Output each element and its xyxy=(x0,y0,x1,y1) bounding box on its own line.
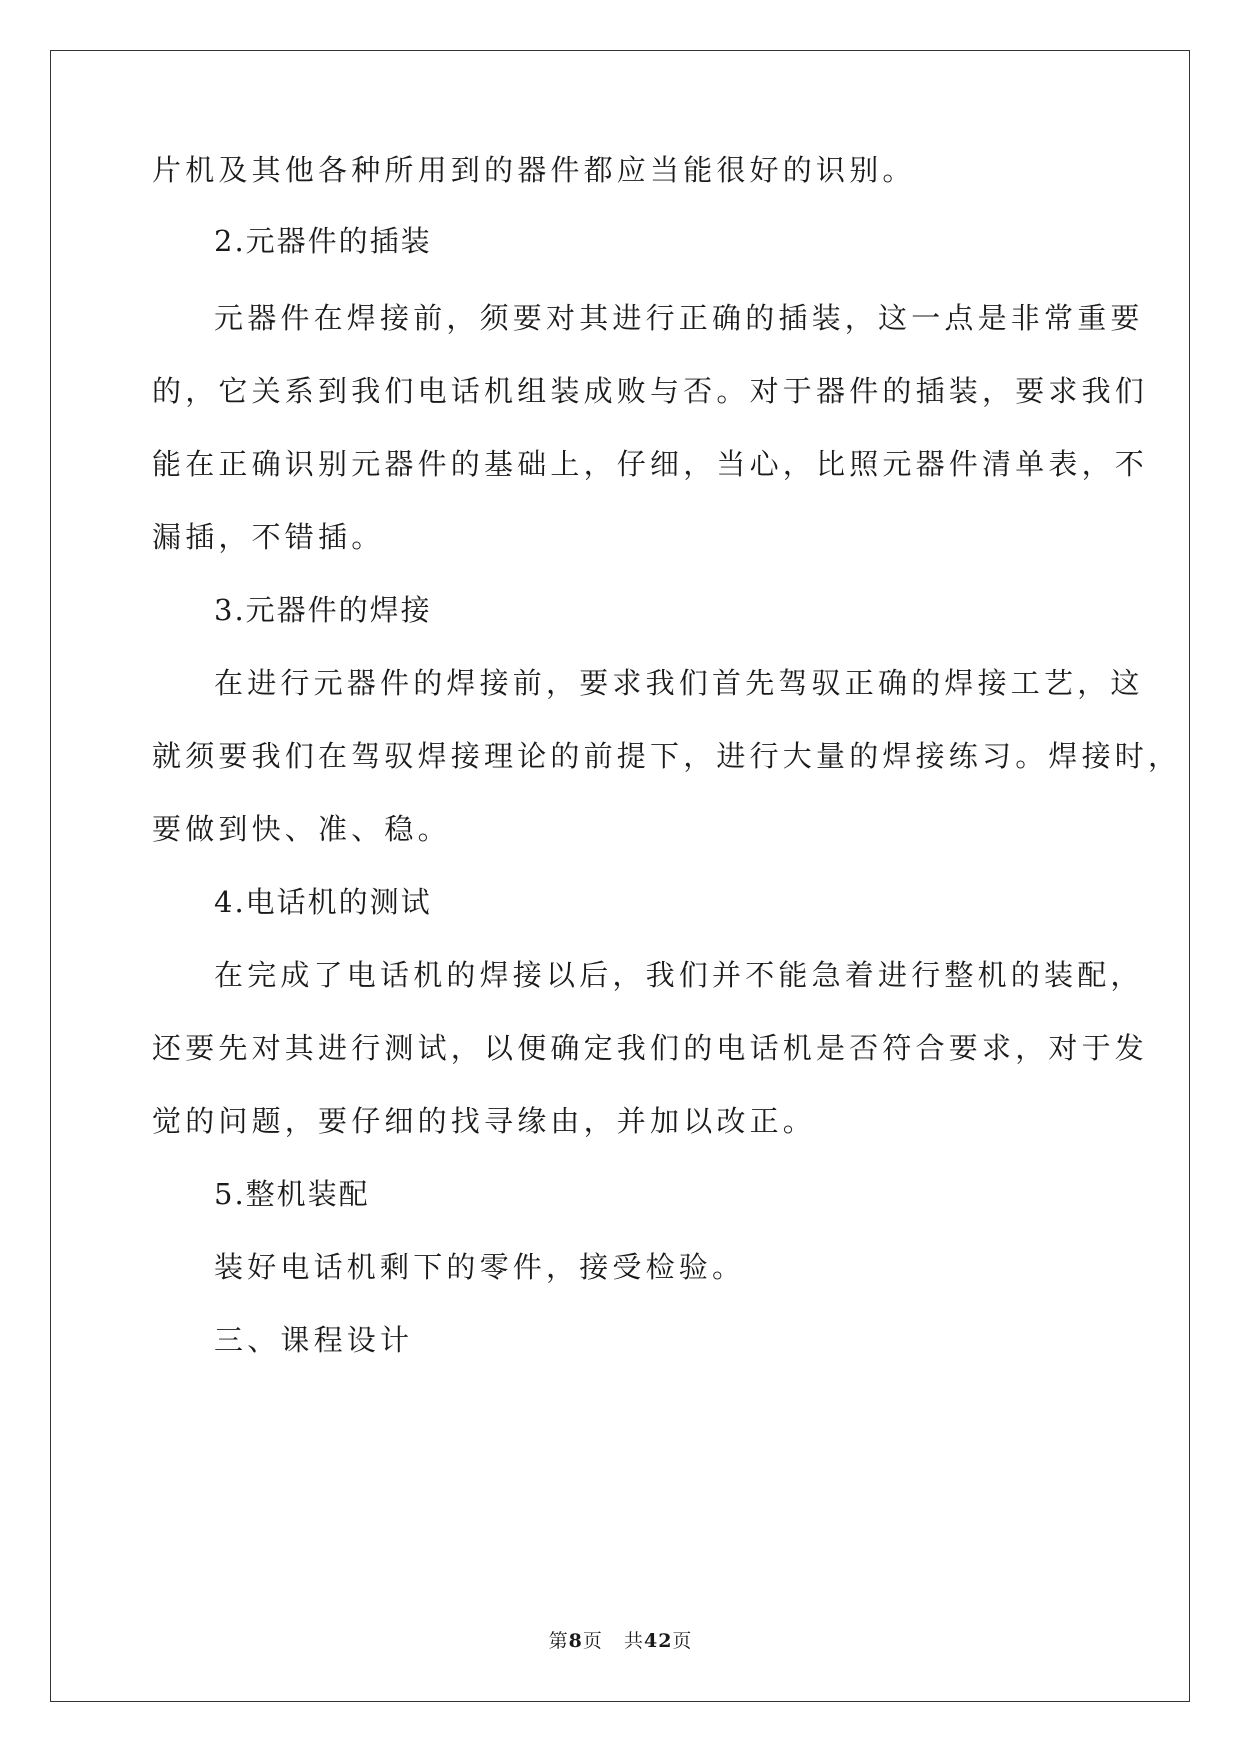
paragraph-line: 能在正确识别元器件的基础上，仔细，当心，比照元器件清单表，不 xyxy=(152,447,1149,481)
paragraph-line: 漏插，不错插。 xyxy=(152,520,385,554)
footer-total-prefix: 共 xyxy=(623,1630,644,1652)
footer-total-suffix: 页 xyxy=(672,1630,693,1652)
paragraph-line: 的，它关系到我们电话机组装成败与否。对于器件的插装，要求我们 xyxy=(152,374,1149,408)
paragraph-continuation: 片机及其他各种所用到的器件都应当能很好的识别。 xyxy=(152,153,916,187)
paragraph-line: 要做到快、准、稳。 xyxy=(152,812,451,846)
section-heading-3: 3.元器件的焊接 xyxy=(214,593,432,627)
section-heading-5: 5.整机装配 xyxy=(214,1177,370,1211)
paragraph-line: 觉的问题，要仔细的找寻缘由，并加以改正。 xyxy=(152,1104,817,1138)
page-footer xyxy=(0,1628,1241,1654)
section-heading-three: 三、课程设计 xyxy=(214,1323,414,1357)
paragraph-line: 元器件在焊接前，须要对其进行正确的插装，这一点是非常重要 xyxy=(214,301,1144,335)
footer-page-suffix: 页 xyxy=(582,1630,603,1652)
paragraph-line: 在完成了电话机的焊接以后，我们并不能急着进行整机的装配， xyxy=(214,958,1144,992)
footer-total-pages: 42 xyxy=(643,1630,673,1652)
paragraph-line: 装好电话机剩下的零件，接受检验。 xyxy=(214,1250,746,1284)
footer-page-number: 8 xyxy=(568,1630,583,1652)
paragraph-line: 在进行元器件的焊接前，要求我们首先驾驭正确的焊接工艺，这 xyxy=(214,666,1144,700)
paragraph-line: 就须要我们在驾驭焊接理论的前提下，进行大量的焊接练习。焊接时， xyxy=(152,739,1182,773)
section-heading-2: 2.元器件的插装 xyxy=(214,224,432,258)
section-heading-4: 4.电话机的测试 xyxy=(214,885,432,919)
paragraph-line: 还要先对其进行测试，以便确定我们的电话机是否符合要求，对于发 xyxy=(152,1031,1149,1065)
footer-page-prefix: 第 xyxy=(548,1630,569,1652)
